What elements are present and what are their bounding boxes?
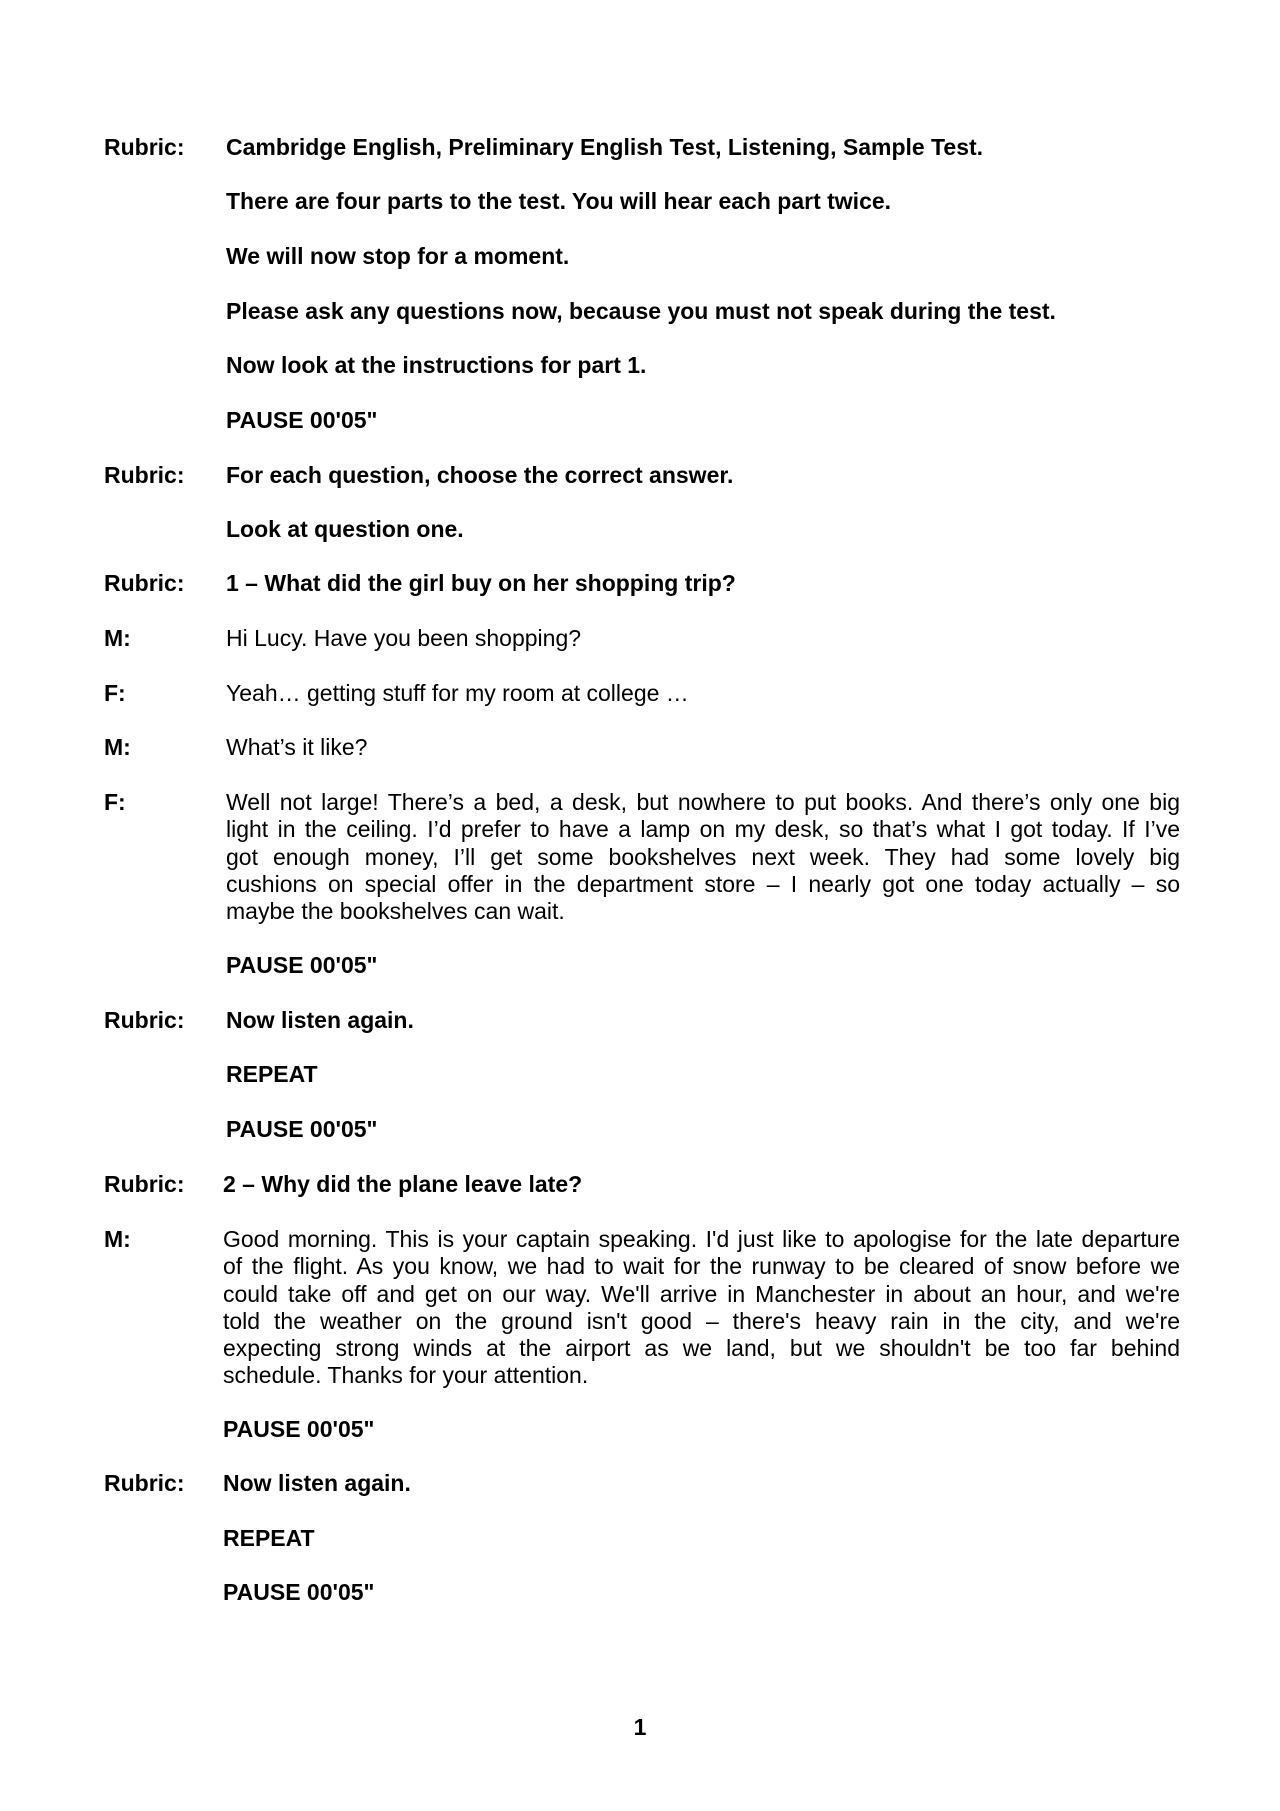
- paragraph-line: maybe the bookshelves can wait.: [226, 898, 565, 925]
- paragraph-line: cushions on special offer in the department store – I nearly got one today actually – so: [226, 870, 1180, 897]
- speaker-label: M:: [104, 734, 131, 760]
- speaker-label: Rubric:: [104, 1171, 185, 1197]
- speaker-label: Rubric:: [104, 1470, 185, 1496]
- rubric-text: Cambridge English, Preliminary English Test, Listening, Sample Test.: [226, 134, 984, 160]
- pause-text: PAUSE 00'05": [223, 1579, 375, 1605]
- rubric-text: Now listen again.: [226, 1007, 414, 1033]
- pause-text: PAUSE 00'05": [226, 407, 378, 433]
- rubric-text: We will now stop for a moment.: [226, 243, 570, 269]
- question-text: 2 – Why did the plane leave late?: [223, 1171, 583, 1197]
- paragraph-line: could take off and get on our way. We'll arrive in Manchester in about an hour, and we're: [223, 1280, 1180, 1307]
- pause-text: PAUSE 00'05": [226, 1116, 378, 1142]
- repeat-text: REPEAT: [226, 1061, 318, 1087]
- paragraph-line: told the weather on the ground isn't good – there's heavy rain in the city, and we're: [223, 1307, 1180, 1334]
- paragraph-line: Good morning. This is your captain speaking. I'd just like to apologise for the late departure: [223, 1226, 1180, 1252]
- paragraph-line: schedule. Thanks for your attention.: [223, 1362, 589, 1389]
- dialogue-text: Hi Lucy. Have you been shopping?: [226, 625, 582, 651]
- rubric-text: Please ask any questions now, because you must not speak during the test.: [226, 298, 1056, 324]
- speaker-label: Rubric:: [104, 134, 185, 160]
- question-text: 1 – What did the girl buy on her shopping trip?: [226, 570, 736, 596]
- repeat-text: REPEAT: [223, 1525, 315, 1551]
- dialogue-text: Yeah… getting stuff for my room at college …: [226, 680, 689, 706]
- speaker-label: Rubric:: [104, 1007, 185, 1033]
- dialogue-paragraph: [226, 789, 1180, 925]
- pause-text: PAUSE 00'05": [223, 1416, 375, 1442]
- speaker-label: F:: [104, 789, 126, 815]
- rubric-text: For each question, choose the correct answer.: [226, 462, 734, 488]
- rubric-text: Look at question one.: [226, 516, 464, 542]
- paragraph-line: of the flight. As you know, we had to wait for the runway to be cleared of snow before we: [223, 1253, 1180, 1280]
- speaker-label: M:: [104, 1226, 131, 1252]
- paragraph-line: light in the ceiling. I’d prefer to have a lamp on my desk, so that’s what I got today. If I’ve: [226, 816, 1180, 843]
- speaker-label: Rubric:: [104, 462, 185, 488]
- rubric-text: Now look at the instructions for part 1.: [226, 352, 647, 378]
- rubric-text: Now listen again.: [223, 1470, 411, 1496]
- pause-text: PAUSE 00'05": [226, 952, 378, 978]
- paragraph-line: got enough money, I’ll get some bookshelves next week. They had some lovely big: [226, 843, 1180, 870]
- page-number: 1: [633, 1714, 647, 1740]
- speaker-label: M:: [104, 625, 131, 651]
- speaker-label: F:: [104, 680, 126, 706]
- rubric-text: There are four parts to the test. You will hear each part twice.: [226, 188, 892, 214]
- speaker-label: Rubric:: [104, 570, 185, 596]
- dialogue-text: What’s it like?: [226, 734, 368, 760]
- paragraph-line: Well not large! There’s a bed, a desk, but nowhere to put books. And there’s only one big: [226, 789, 1180, 815]
- paragraph-line: expecting strong winds at the airport as we land, but we shouldn't be too far behind: [223, 1335, 1180, 1362]
- dialogue-paragraph: [223, 1226, 1180, 1390]
